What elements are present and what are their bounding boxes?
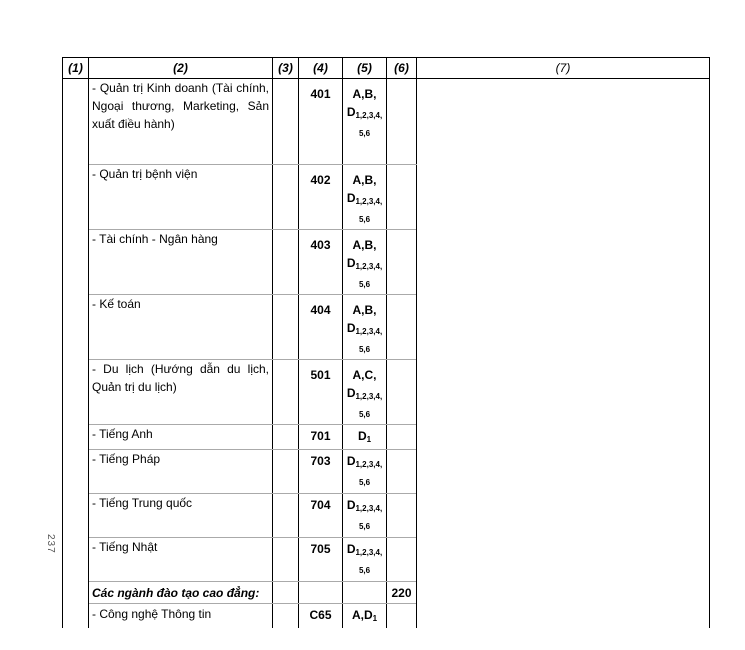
block-d-sub: 1,2,3,4, [355, 327, 383, 336]
exam-blocks [343, 494, 387, 538]
empty-cell [273, 425, 299, 450]
empty-cell [273, 230, 299, 295]
block-d: D [357, 429, 367, 443]
block-main: A,B, [352, 173, 377, 187]
block-d-sub: 1,2,3,4, [355, 460, 383, 469]
exam-blocks [343, 604, 387, 629]
exam-blocks [343, 79, 387, 165]
major-name: - Công nghệ Thông tin [89, 604, 273, 629]
header-cell-1: (1) [63, 58, 89, 79]
empty-cell [273, 450, 299, 494]
block-tail: 5,6 [358, 566, 371, 575]
major-code: 404 [299, 295, 343, 360]
block-tail: 5,6 [358, 215, 371, 224]
empty-cell [387, 295, 417, 360]
header-cell-7: (7) [417, 58, 710, 79]
major-code: 401 [299, 79, 343, 165]
major-code: 501 [299, 360, 343, 425]
block-main: A,B, [352, 87, 377, 101]
block-main: A, [351, 608, 364, 622]
exam-blocks [343, 425, 387, 450]
empty-cell [273, 360, 299, 425]
exam-blocks [343, 450, 387, 494]
header-cell-6: (6) [387, 58, 417, 79]
major-name: - Quản trị Kinh doanh (Tài chính, Ngoại thương, Marketing, Sản xuất điều hành) [89, 79, 273, 165]
empty-cell [387, 494, 417, 538]
major-name: - Tài chính - Ngân hàng [89, 230, 273, 295]
major-code: 701 [299, 425, 343, 450]
major-name: - Tiếng Anh [89, 425, 273, 450]
exam-blocks [343, 538, 387, 582]
block-d: D [346, 454, 356, 468]
major-code: 704 [299, 494, 343, 538]
exam-blocks [343, 230, 387, 295]
major-code: 402 [299, 165, 343, 230]
block-tail: 5,6 [358, 478, 371, 487]
empty-cell [273, 538, 299, 582]
section-quota: 220 [387, 582, 417, 604]
exam-blocks [343, 295, 387, 360]
empty-cell [387, 425, 417, 450]
exam-blocks [343, 165, 387, 230]
section-title: Các ngành đào tạo cao đẳng: [89, 582, 273, 604]
major-name: - Kế toán [89, 295, 273, 360]
empty-cell [387, 165, 417, 230]
empty-cell [273, 295, 299, 360]
admissions-table [62, 57, 710, 628]
block-d: D [346, 498, 356, 512]
major-name: - Tiếng Pháp [89, 450, 273, 494]
empty-cell [273, 165, 299, 230]
notes-cell [417, 79, 710, 629]
empty-cell [299, 582, 343, 604]
block-d-sub: 1,2,3,4, [355, 548, 383, 557]
block-main: A,C, [352, 368, 377, 382]
block-d-sub: 1 [372, 614, 378, 623]
header-cell-2: (2) [89, 58, 273, 79]
empty-cell [343, 582, 387, 604]
block-d-sub: 1,2,3,4, [355, 197, 383, 206]
block-main: A,B, [352, 238, 377, 252]
block-tail: 5,6 [358, 129, 371, 138]
header-cell-3: (3) [273, 58, 299, 79]
header-cell-4: (4) [299, 58, 343, 79]
empty-cell [387, 79, 417, 165]
block-main: A,B, [352, 303, 377, 317]
major-code: 403 [299, 230, 343, 295]
major-code: 703 [299, 450, 343, 494]
empty-cell [273, 79, 299, 165]
block-d: D [346, 256, 356, 270]
block-tail: 5,6 [358, 522, 371, 531]
major-name: - Quản trị bệnh viện [89, 165, 273, 230]
block-tail: 5,6 [358, 410, 371, 419]
block-d-sub: 1,2,3,4, [355, 504, 383, 513]
block-d: D [346, 542, 356, 556]
empty-cell [387, 604, 417, 629]
block-d-sub: 1,2,3,4, [355, 111, 383, 120]
block-d-sub: 1 [366, 435, 372, 444]
exam-blocks [343, 360, 387, 425]
empty-cell [273, 582, 299, 604]
block-d: D [346, 191, 356, 205]
major-name: - Tiếng Nhật [89, 538, 273, 582]
major-code: 705 [299, 538, 343, 582]
empty-cell [387, 230, 417, 295]
major-code: C65 [299, 604, 343, 629]
empty-cell [387, 450, 417, 494]
empty-cell [387, 538, 417, 582]
block-d: D [346, 321, 356, 335]
block-d-sub: 1,2,3,4, [355, 392, 383, 401]
block-tail: 5,6 [358, 280, 371, 289]
block-d-sub: 1,2,3,4, [355, 262, 383, 271]
header-row [63, 58, 710, 79]
empty-cell [273, 604, 299, 629]
empty-cell [387, 360, 417, 425]
table-row [63, 79, 710, 165]
page-number: 237 [45, 534, 56, 554]
major-name: - Du lịch (Hướng dẫn du lịch, Quản trị du lịch) [89, 360, 273, 425]
block-d: D [346, 386, 356, 400]
block-d: D [346, 105, 356, 119]
col1-cell [63, 79, 89, 629]
empty-cell [273, 494, 299, 538]
block-d: D [363, 608, 373, 622]
header-cell-5: (5) [343, 58, 387, 79]
block-tail: 5,6 [358, 345, 371, 354]
major-name: - Tiếng Trung quốc [89, 494, 273, 538]
